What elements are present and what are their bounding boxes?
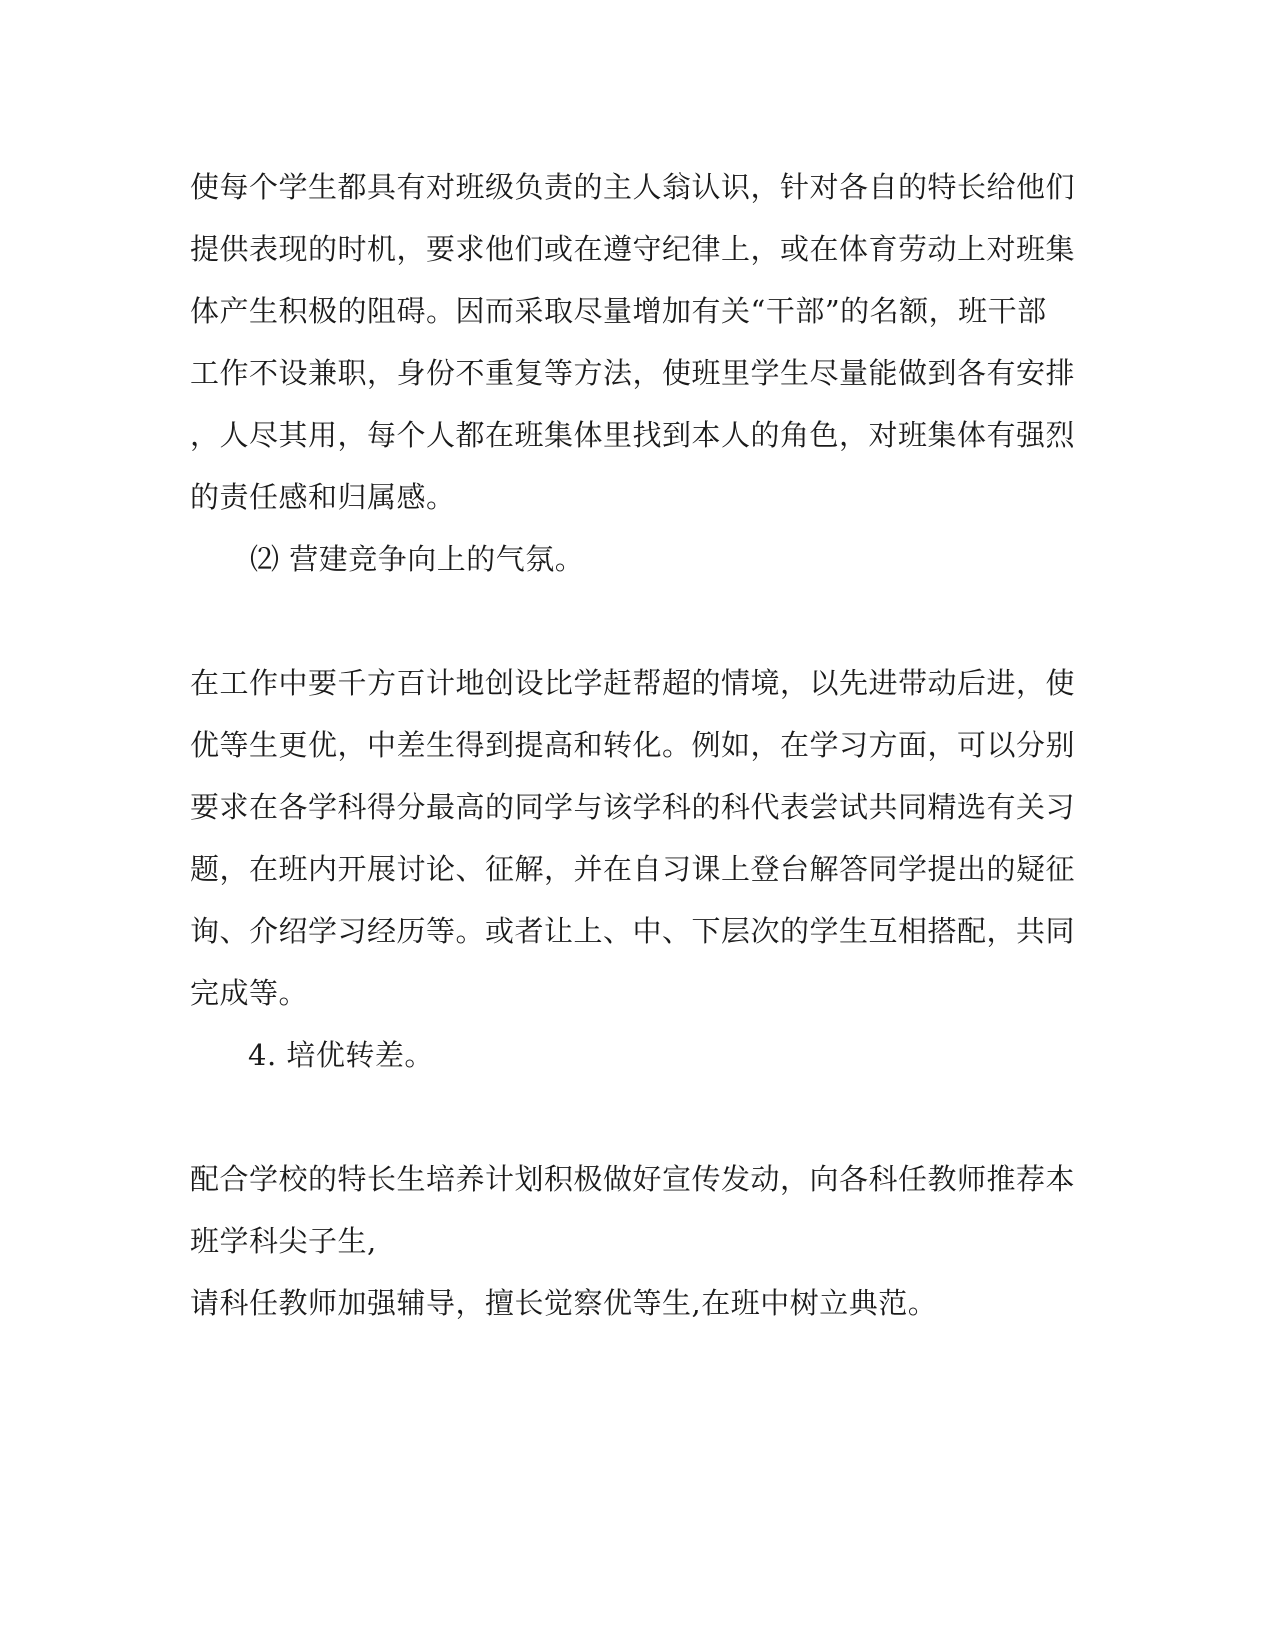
- section-heading: ⑵ 营建竞争向上的气氛。: [250, 542, 585, 576]
- paragraph-line: 完成等。: [190, 976, 309, 1010]
- paragraph-line: 要求在各学科得分最高的同学与该学科的科代表尝试共同精选有关习: [190, 790, 1076, 824]
- paragraph-line: 班学科尖子生,: [190, 1224, 377, 1258]
- paragraph-line: 配合学校的特长生培养计划积极做好宣传发动，向各科任教师推荐本: [190, 1162, 1076, 1196]
- paragraph-line: 使每个学生都具有对班级负责的主人翁认识，针对各自的特长给他们: [190, 170, 1076, 204]
- paragraph-line: 请科任教师加强辅导，擅长觉察优等生,在班中树立典范。: [190, 1286, 938, 1320]
- paragraph-line: 体产生积极的阻碍。因而采取尽量增加有关“干部”的名额，班干部: [190, 294, 1047, 328]
- paragraph-line: 的责任感和归属感。: [190, 480, 456, 514]
- paragraph-line: 优等生更优，中差生得到提高和转化。例如，在学习方面，可以分别: [190, 728, 1076, 762]
- paragraph-line: 题，在班内开展讨论、征解，并在自习课上登台解答同学提出的疑征: [190, 852, 1076, 886]
- paragraph-line: 提供表现的时机，要求他们或在遵守纪律上，或在体育劳动上对班集: [190, 232, 1076, 266]
- paragraph-line: 工作不设兼职，身份不重复等方法，使班里学生尽量能做到各有安排: [190, 356, 1076, 390]
- section-heading: 4. 培优转差。: [248, 1038, 434, 1072]
- paragraph-line: ，人尽其用，每个人都在班集体里找到本人的角色，对班集体有强烈: [190, 418, 1076, 452]
- paragraph-line: 在工作中要千方百计地创设比学赶帮超的情境，以先进带动后进，使: [190, 666, 1076, 700]
- paragraph-line: 询、介绍学习经历等。或者让上、中、下层次的学生互相搭配，共同: [190, 914, 1076, 948]
